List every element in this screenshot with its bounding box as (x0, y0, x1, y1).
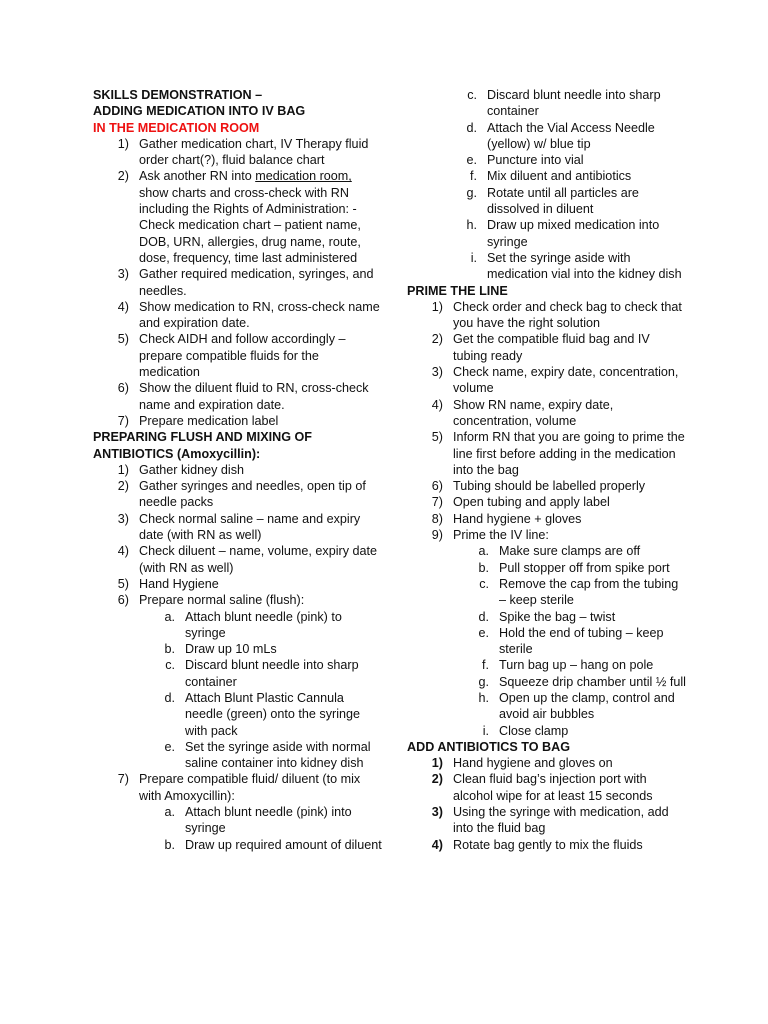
list-item-number: 1) (431, 756, 443, 771)
list-item-text: Prepare compatible fluid/ diluent (to mix with Amoxycillin): (139, 772, 361, 803)
list-item-number: 4) (431, 837, 443, 852)
list-item (407, 364, 687, 397)
section-heading-preparing-flush: PREPARING FLUSH AND MIXING OF ANTIBIOTICS (Amoxycillin): (93, 430, 312, 461)
list-item-text: Prime the IV line: (453, 528, 549, 543)
list-item (407, 152, 687, 168)
list-item (407, 120, 687, 153)
list-item (93, 380, 383, 413)
list-item-number: c. (467, 88, 477, 102)
list-item-number: 9) (431, 528, 443, 543)
list-item-text: Check normal saline – name and expiry date (with RN as well) (139, 511, 361, 543)
list-item-number: a. (164, 609, 175, 624)
list-item (407, 299, 687, 332)
list-item (407, 168, 687, 184)
list-item (407, 609, 687, 625)
list-item-text: Show RN name, expiry date, concentration, volume (453, 397, 614, 428)
list-item (93, 576, 383, 592)
list-item (407, 560, 687, 576)
list-item (93, 657, 383, 690)
list-item (93, 331, 383, 380)
list-item-text: Puncture into vial (487, 153, 584, 168)
medication-room-steps (93, 136, 383, 429)
list-item-number: 8) (431, 511, 443, 526)
list-item (407, 250, 687, 283)
list-item (93, 413, 383, 429)
list-item (93, 609, 383, 642)
prime-line-steps (407, 299, 687, 739)
list-item-text: Draw up required amount of diluent (185, 837, 382, 852)
list-item-text: Discard blunt needle into sharp container (185, 658, 359, 689)
list-item-number: 2) (431, 332, 443, 347)
list-item-text: Squeeze drip chamber until ½ full (499, 674, 686, 689)
list-item-text: Set the syringe aside with normal saline container into kidney dish (185, 739, 371, 771)
list-item-text: Check AIDH and follow accordingly – prepare compatible fluids for the medication (139, 332, 346, 380)
list-item-number: 1) (117, 462, 129, 477)
list-item-text: Attach blunt needle (pink) into syringe (185, 805, 352, 836)
left-column (93, 87, 383, 853)
list-item (407, 625, 687, 658)
list-item-text: Mix diluent and antibiotics (487, 169, 632, 184)
list-item (93, 543, 383, 576)
list-item (407, 429, 687, 478)
list-item-number: 1) (117, 136, 129, 151)
list-item (407, 511, 687, 527)
list-item-text: Inform RN that you are going to prime the line first before adding in the medication into the bag (453, 430, 685, 477)
list-item (407, 87, 687, 120)
section-heading-prime-the-line: PRIME THE LINE (407, 283, 508, 298)
list-item-text: Hand hygiene and gloves on (453, 756, 613, 771)
list-item-text: Rotate until all particles are dissolved in diluent (487, 185, 639, 217)
list-item (93, 168, 383, 266)
list-item-text: Hand hygiene + gloves (453, 511, 582, 526)
list-item-text: Close clamp (499, 723, 569, 738)
document-title-line-1: SKILLS DEMONSTRATION – (93, 88, 263, 102)
list-item (407, 771, 687, 804)
list-item (93, 299, 383, 332)
list-item-number: 1) (431, 299, 443, 314)
document-title-line-2: ADDING MEDICATION INTO IV BAG (93, 104, 306, 119)
list-item-text: Attach Blunt Plastic Cannula needle (green) onto the syringe with pack (185, 690, 361, 738)
list-item-number: 2) (117, 169, 129, 184)
section-heading-medication-room: IN THE MEDICATION ROOM (93, 120, 260, 135)
list-item (407, 494, 687, 510)
list-item-text: Show medication to RN, cross-check name and expiration date. (139, 299, 380, 331)
list-item-number: 3) (431, 365, 443, 380)
list-item (93, 511, 383, 544)
list-item (93, 136, 383, 169)
list-item-text: Set the syringe aside with medication vial into the kidney dish (487, 250, 682, 282)
preparing-flush-steps (93, 462, 383, 853)
list-item-number: g. (478, 674, 489, 689)
list-item-text: Spike the bag – twist (499, 609, 616, 624)
list-item-text: Prepare medication label (139, 413, 279, 428)
list-item-number: h. (466, 218, 477, 233)
list-item-number: d. (164, 690, 175, 705)
list-item-number: 4) (117, 544, 129, 559)
list-item (407, 804, 687, 837)
list-item-text: Gather required medication, syringes, and needles. (139, 267, 374, 298)
list-item-number: 2) (431, 772, 443, 787)
list-item (93, 592, 383, 608)
list-item-number: e. (164, 739, 175, 754)
list-item-text: Gather syringes and needles, open tip of needle packs (139, 479, 366, 510)
list-item-number: i. (470, 250, 477, 265)
list-item (93, 837, 383, 853)
list-item (407, 690, 687, 723)
list-item-text: Rotate bag gently to mix the fluids (453, 837, 643, 852)
list-item-text: Attach the Vial Access Needle (yellow) w/ blue tip (487, 120, 655, 151)
list-item (93, 478, 383, 511)
list-item-number: 6) (117, 381, 129, 396)
list-item-text (139, 168, 383, 266)
list-item (407, 657, 687, 673)
list-item-number: 3) (117, 267, 129, 282)
list-item-text: Attach blunt needle (pink) to syringe (185, 609, 342, 640)
list-item-text: Gather medication chart, IV Therapy fluid order chart(?), fluid balance chart (139, 136, 369, 168)
list-item (93, 690, 383, 739)
list-item-number: g. (466, 185, 477, 200)
list-item-text-part: Ask another RN into (139, 169, 256, 184)
list-item-number: a. (478, 544, 489, 559)
list-item-number: 5) (117, 576, 129, 591)
list-item-text: Hand Hygiene (139, 576, 219, 591)
list-item (407, 478, 687, 494)
list-item-text: Using the syringe with medication, add into the fluid bag (453, 805, 669, 836)
mixing-substeps-continued (407, 87, 687, 283)
list-item (407, 837, 687, 853)
list-item (93, 739, 383, 772)
list-item-number: 3) (117, 511, 129, 526)
list-item-number: f. (470, 169, 477, 184)
list-item (93, 266, 383, 299)
list-item (407, 397, 687, 430)
list-item-number: h. (478, 690, 489, 705)
list-item-number: f. (482, 658, 489, 673)
list-item-text: Check name, expiry date, concentration, volume (453, 365, 679, 396)
list-item-number: 3) (431, 805, 443, 820)
list-item-text: Make sure clamps are off (499, 544, 641, 559)
list-item-text: Draw up mixed medication into syringe (487, 218, 660, 249)
add-antibiotics-steps (407, 755, 687, 853)
list-item-number: 5) (431, 430, 443, 445)
list-item (93, 771, 383, 804)
list-item-number: 4) (431, 397, 443, 412)
list-item-number: 2) (117, 479, 129, 494)
list-item-text: Pull stopper off from spike port (499, 560, 670, 575)
list-item-text: Clean fluid bag’s injection port with alcohol wipe for at least 15 seconds (453, 772, 653, 803)
list-item-number: e. (466, 153, 477, 168)
list-item-text: Check order and check bag to check that you have the right solution (453, 299, 682, 331)
list-item-number: 7) (431, 495, 443, 510)
list-item-text: Gather kidney dish (139, 462, 245, 477)
list-item-text: Hold the end of tubing – keep sterile (499, 625, 664, 657)
list-item-number: a. (164, 805, 175, 820)
underlined-text: medication room, (255, 169, 352, 184)
list-item-text: Get the compatible fluid bag and IV tubing ready (453, 332, 650, 363)
list-item (407, 217, 687, 250)
list-item-number: 6) (117, 593, 129, 608)
list-item-text: Turn bag up – hang on pole (499, 658, 654, 673)
list-item-number: c. (479, 576, 489, 591)
list-item-text-part: show charts and cross-check with RN including the Rights of Administration: - Check medication chart – patient name, DOB, URN, allergies, drug name, route, dose, frequency, time last administered (139, 185, 361, 265)
list-item (407, 331, 687, 364)
list-item (93, 641, 383, 657)
list-item-text: Show the diluent fluid to RN, cross-check name and expiration date. (139, 381, 369, 412)
list-item-number: b. (164, 642, 175, 657)
list-item (407, 527, 687, 543)
list-item (407, 674, 687, 690)
list-item-text: Open tubing and apply label (453, 495, 610, 510)
list-item-text: Draw up 10 mLs (185, 642, 277, 657)
list-item (93, 462, 383, 478)
list-item-text: Open up the clamp, control and avoid air bubbles (499, 690, 675, 722)
list-item-number: c. (165, 658, 175, 673)
list-item (407, 723, 687, 739)
list-item-number: b. (478, 560, 489, 575)
list-item-number: d. (478, 609, 489, 624)
list-item-text: Discard blunt needle into sharp container (487, 88, 661, 119)
right-column (407, 87, 687, 853)
list-item-text: Tubing should be labelled properly (453, 479, 646, 494)
list-item (407, 576, 687, 609)
list-item-text: Remove the cap from the tubing – keep sterile (499, 576, 679, 608)
list-item-number: 7) (117, 772, 129, 787)
list-item (93, 804, 383, 837)
list-item-number: i. (482, 723, 489, 738)
list-item-number: 7) (117, 413, 129, 428)
list-item (407, 543, 687, 559)
list-item (407, 185, 687, 218)
list-item (407, 755, 687, 771)
list-item-number: e. (478, 625, 489, 640)
list-item-text: Prepare normal saline (flush): (139, 593, 305, 608)
list-item-number: 4) (117, 299, 129, 314)
list-item-number: 6) (431, 479, 443, 494)
section-heading-add-antibiotics: ADD ANTIBIOTICS TO BAG (407, 739, 571, 754)
list-item-number: b. (164, 837, 175, 852)
list-item-number: d. (466, 120, 477, 135)
list-item-number: 5) (117, 332, 129, 347)
list-item-text: Check diluent – name, volume, expiry date (with RN as well) (139, 544, 378, 575)
